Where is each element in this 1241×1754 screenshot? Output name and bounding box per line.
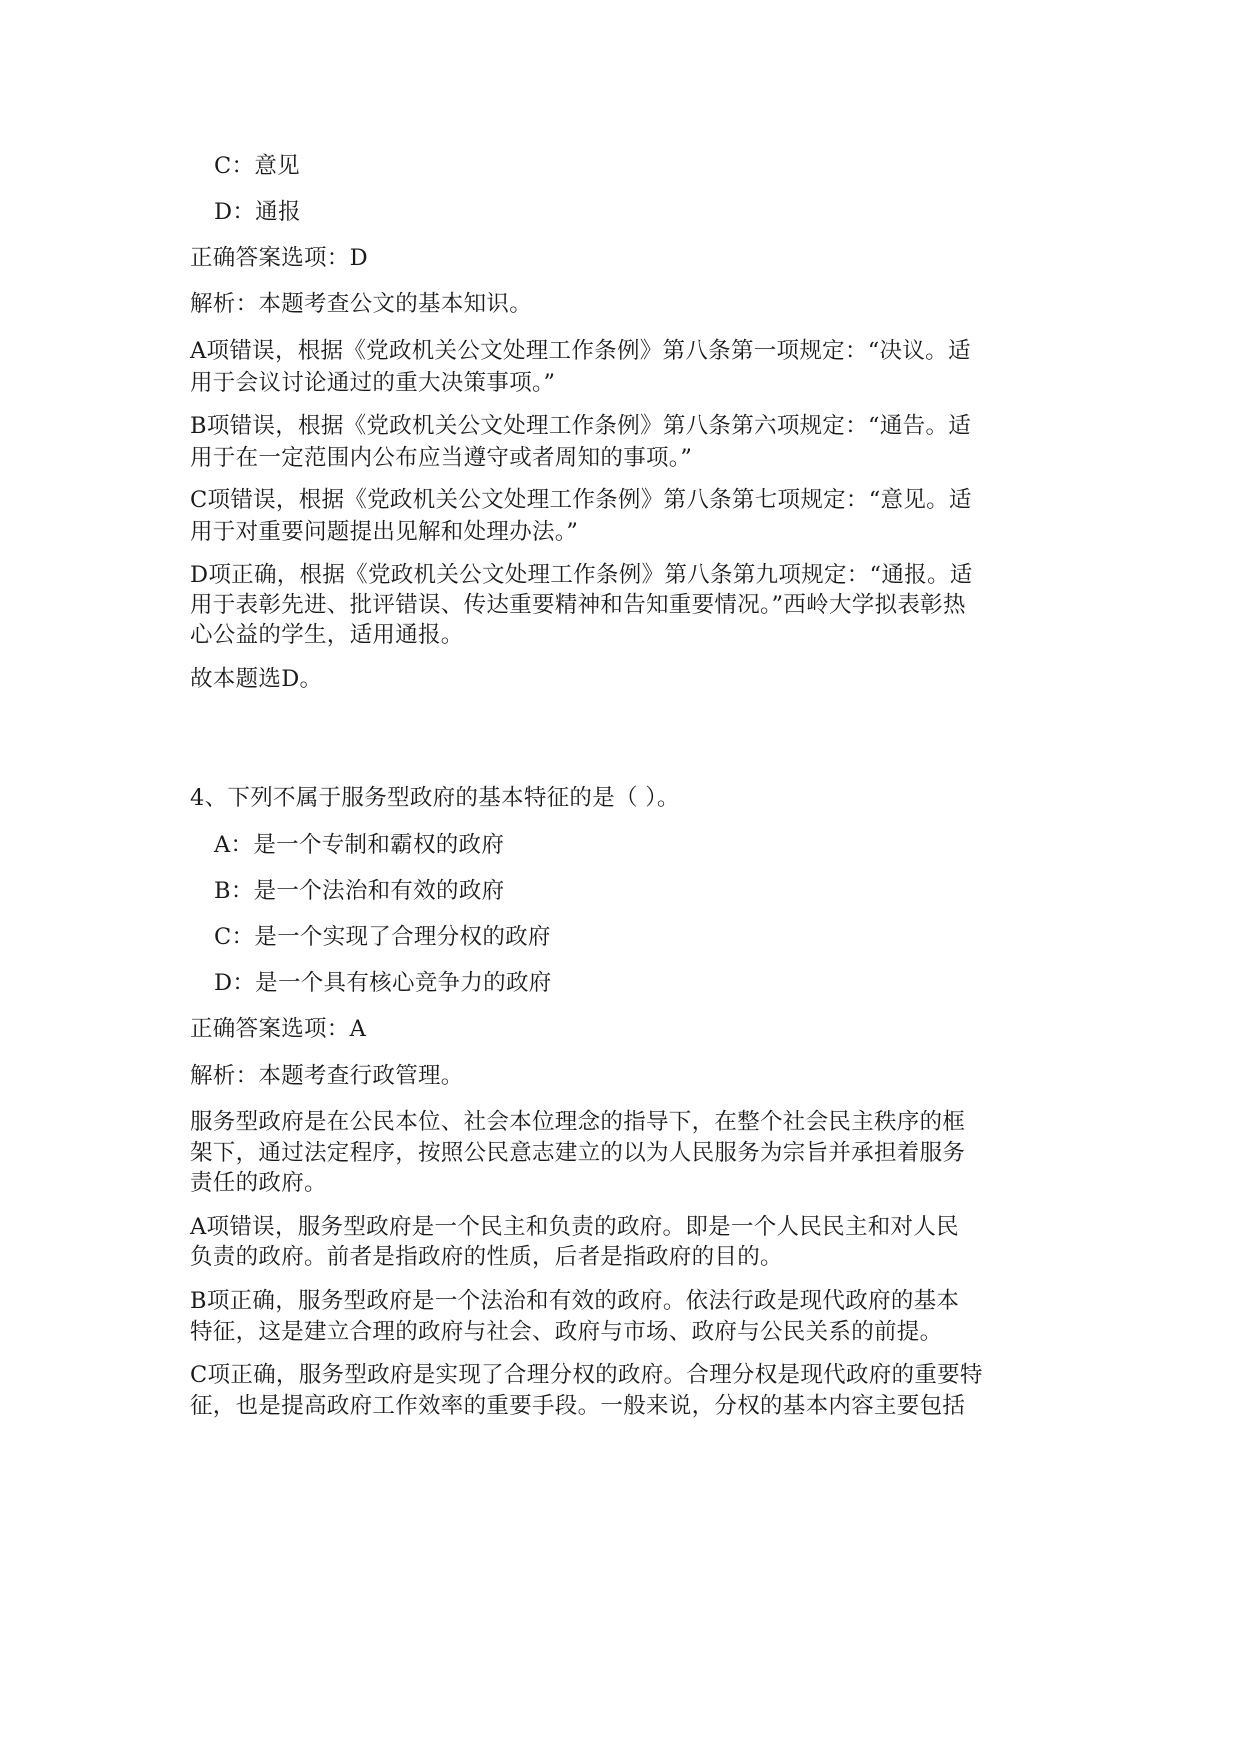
q4-option-c: C：是一个实现了合理分权的政府 <box>214 924 551 950</box>
q4-analysis-c-line2: 征，也是提高政府工作效率的重要手段。一般来说，分权的基本内容主要包括 <box>190 1393 966 1419</box>
q3-analysis-intro: 解析：本题考查公文的基本知识。 <box>190 291 533 317</box>
q4-analysis-b-line1: B项正确，服务型政府是一个法治和有效的政府。依法行政是现代政府的基本 <box>190 1288 960 1314</box>
q3-analysis-b-line2: 用于在一定范围内公布应当遵守或者周知的事项。” <box>190 445 693 471</box>
q4-option-b: B：是一个法治和有效的政府 <box>214 878 505 904</box>
q4-analysis-intro: 解析：本题考查行政管理。 <box>190 1063 464 1089</box>
q3-analysis-b-line1: B项错误，根据《党政机关公文处理工作条例》第八条第六项规定：“通告。适 <box>190 413 972 439</box>
q3-analysis-d-line1: D项正确，根据《党政机关公文处理工作条例》第八条第九项规定：“通报。适 <box>190 562 973 588</box>
q4-analysis-a-line2: 负责的政府。前者是指政府的性质，后者是指政府的目的。 <box>190 1244 783 1270</box>
q3-option-d: D：通报 <box>214 199 301 225</box>
q3-conclusion: 故本题选D。 <box>190 666 323 692</box>
q3-analysis-c-line1: C项错误，根据《党政机关公文处理工作条例》第八条第七项规定：“意见。适 <box>190 487 972 513</box>
q3-analysis-d-line3: 心公益的学生，适用通报。 <box>190 622 464 648</box>
q4-answer: 正确答案选项：A <box>190 1016 367 1042</box>
q3-option-c: C：意见 <box>214 153 300 179</box>
q4-analysis-c-line1: C项正确，服务型政府是实现了合理分权的政府。合理分权是现代政府的重要特 <box>190 1362 983 1388</box>
q4-analysis-b-line2: 特征，这是建立合理的政府与社会、政府与市场、政府与公民关系的前提。 <box>190 1319 943 1345</box>
q3-analysis-d-line2: 用于表彰先进、批评错误、传达重要精神和告知重要情况。”西岭大学拟表彰热 <box>190 592 966 618</box>
q4-analysis-a-line1: A项错误，服务型政府是一个民主和负责的政府。即是一个人民民主和对人民 <box>190 1214 959 1240</box>
q4-definition-line1: 服务型政府是在公民本位、社会本位理念的指导下，在整个社会民主秩序的框 <box>190 1109 966 1135</box>
q4-definition-line3: 责任的政府。 <box>190 1170 327 1196</box>
q3-analysis-a-line2: 用于会议讨论通过的重大决策事项。” <box>190 370 556 396</box>
q4-question: 4、下列不属于服务型政府的基本特征的是（ ）。 <box>190 785 680 811</box>
q4-definition-line2: 架下，通过法定程序，按照公民意志建立的以为人民服务为宗旨并承担着服务 <box>190 1140 966 1166</box>
q3-analysis-a-line1: A项错误，根据《党政机关公文处理工作条例》第八条第一项规定：“决议。适 <box>190 338 971 364</box>
q4-option-d: D：是一个具有核心竞争力的政府 <box>214 970 552 996</box>
q3-answer: 正确答案选项：D <box>190 245 368 271</box>
q3-analysis-c-line2: 用于对重要问题提出见解和处理办法。” <box>190 519 579 545</box>
q4-option-a: A：是一个专制和霸权的政府 <box>214 832 505 858</box>
